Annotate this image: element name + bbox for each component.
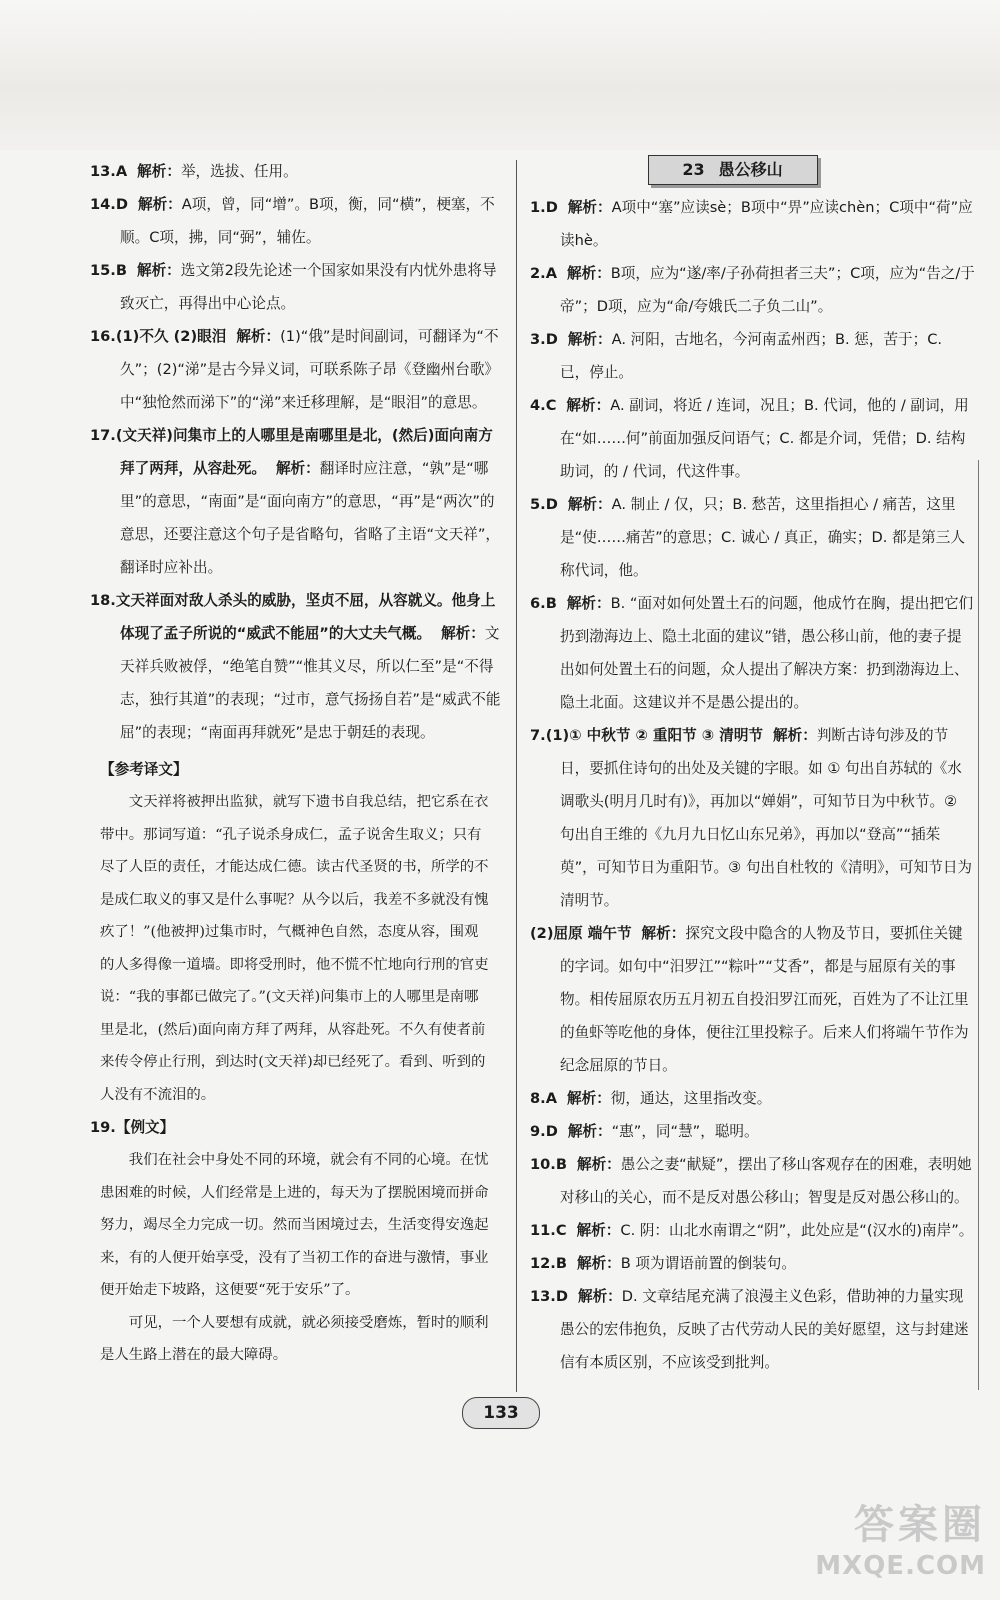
lesson-heading: 23 愚公移山 (648, 155, 818, 185)
answer-entry: 14.D 解析：A项，曾，同“增”。B项，衡，同“横”，梗塞，不顺。C项，拂，同“弼”，辅佐。 (90, 196, 495, 246)
answer-entry: 6.B 解析：B. “面对如何处置土石的问题，他成竹在胸，提出把它们扔到渤海边上、隐土北面的建议”错，愚公移山前，他的妻子提出如何处置土石的问题，众人提出了解决方案：扔到渤海边上、隐土北面。这建议并不是愚公提出的。 (530, 595, 974, 711)
answer-entry: 13.A 解析：举，选拔、任用。 (90, 163, 298, 180)
watermark-logo (796, 1500, 986, 1592)
essay-heading: 19.【例文】 (90, 1119, 175, 1136)
answer-entry: 12.B 解析：B 项为谓语前置的倒装句。 (530, 1255, 796, 1272)
answer-entry: 13.D 解析：D. 文章结尾充满了浪漫主义色彩，借助神的力量实现愚公的宏伟抱负，反映了古代劳动人民的美好愿望，这与封建迷信有本质区别，不应该受到批判。 (530, 1288, 969, 1371)
left-column (90, 155, 502, 1372)
page-number: 133 (462, 1397, 540, 1429)
reference-translation-title: 【参考译文】 (100, 761, 188, 778)
answer-entry: 16.(1)不久 (2)眼泪 解析：(1)“俄”是时间副词，可翻译为“不久”；(2)“涕”是古今异义词，可联系陈子昂《登幽州台歌》中“独怆然而涕下”的“涕”来迁移理解，是“眼泪”的意思。 (90, 328, 500, 411)
answer-entry: 4.C 解析：A. 副词，将近 / 连词，况且；B. 代词，他的 / 副词，用在“如……何”前面加强反问语气；C. 都是介词，凭借；D. 结构助词，的 / 代词，代这件事。 (530, 397, 969, 480)
answer-entry: 2.A 解析：B项，应为“遂/率/子孙荷担者三夫”；C项，应为“告之/于帝”；D项，应为“命/夸娥氏二子负二山”。 (530, 265, 975, 315)
answer-entry: 10.B 解析：愚公之妻“献疑”，摆出了移山客观存在的困难，表明她对移山的关心，而不是反对愚公移山；智叟是反对愚公移山的。 (530, 1156, 972, 1206)
answer-entry: 5.D 解析：A. 制止 / 仅，只；B. 愁苦，这里指担心 / 痛苦，这里是“使……痛苦”的意思；C. 诚心 / 真正，确实；D. 都是第三人称代词，他。 (530, 496, 965, 579)
right-border (978, 460, 979, 1390)
answer-entry: 15.B 解析：选文第2段先论述一个国家如果没有内忧外患将导致灭亡，再得出中心论点。 (90, 262, 497, 312)
essay-paragraph: 我们在社会中身处不同的环境，就会有不同的心境。在忧患困难的时候，人们经常是上进的，每天为了摆脱困境而拼命努力，竭尽全力完成一切。然而当困境过去，生活变得安逸起来，有的人便开始享受，没有了当初工作的奋进与激情，事业便开始走下坡路，这便要“死于安乐”了。 (100, 1152, 489, 1298)
essay-paragraph: 可见，一个人要想有成就，就必须接受磨炼，暂时的顺利是人生路上潜在的最大障碍。 (100, 1314, 489, 1363)
answer-entry: 11.C 解析：C. 阴：山北水南谓之“阴”，此处应是“(汉水的)南岸”。 (530, 1222, 974, 1239)
answer-entry: 8.A 解析：彻，通达，这里指改变。 (530, 1090, 772, 1107)
answer-entry: 18.文天祥面对敌人杀头的威胁，坚贞不屈，从容就义。他身上体现了孟子所说的“威武不能屈”的大丈夫气概。 解析：文天祥兵败被俘，“绝笔自赞”“惟其义尽，所以仁至”是“不得志，独行其道”的表现；“过市，意气扬扬自若”是“威武不能屈”的表现；“南面再拜就死”是忠于朝廷的表现。 (90, 592, 501, 741)
answer-entry: 17.(文天祥)问集市上的人哪里是南哪里是北，(然后)面向南方拜了两拜，从容赴死。 解析：翻译时应注意，“孰”是“哪里”的意思，“南面”是“面向南方”的意思，“再”是“两次”的意思，还要注意这个句子是省略句，省略了主语“文天祥”，翻译时应补出。 (90, 427, 500, 576)
right-column (530, 155, 975, 1379)
answer-entry: 1.D 解析：A项中“塞”应读sè；B项中“畀”应读chèn；C项中“荷”应读hè。 (530, 199, 973, 249)
watermark-text: 答案圈 (854, 1502, 986, 1548)
reference-translation-text: 文天祥将被押出监狱，就写下遗书自我总结，把它系在衣带中。那词写道：“孔子说杀身成仁，孟子说舍生取义；只有尽了人臣的责任，才能达成仁德。读古代圣贤的书，所学的不是成仁取义的事又是什么事呢？从今以后，我差不多就没有愧疚了！”(他被押)过集市时，气概神色自然，态度从容，围观的人多得像一道墙。即将受刑时，他不慌不忙地向行刑的官吏说：“我的事都已做完了。”(文天祥)问集市上的人哪里是南哪里是北，(然后)面向南方拜了两拜，从容赴死。不久有使者前来传令停止行刑，到达时(文天祥)却已经死了。看到、听到的人没有不流泪的。 (100, 794, 489, 1103)
answer-entry: 9.D 解析：“惠”，同“慧”，聪明。 (530, 1123, 759, 1140)
page-top-margin (0, 0, 1000, 150)
watermark-url: MXQE.COM (815, 1551, 986, 1581)
answer-entry: 3.D 解析：A. 河阳，古地名，今河南孟州西；B. 惩，苦于；C. 已，停止。 (530, 331, 943, 381)
answer-entry: 7.(1)① 中秋节 ② 重阳节 ③ 清明节 解析：判断古诗句涉及的节日，要抓住诗句的出处及关键的字眼。如 ① 句出自苏轼的《水调歌头(明月几时有)》，再加以“婵娟”，可知节日为中秋节。② 句出自王维的《九月九日忆山东兄弟》，再加以“登高”“插茱萸”，可知节日为重阳节。③ 句出自杜牧的《清明》，可知节日为清明节。 (530, 727, 973, 909)
answer-entry: (2)屈原 端午节 解析：探究文段中隐含的人物及节日，要抓住关键的字词。如句中“汨罗江”“粽叶”“艾香”，都是与屈原有关的事物。相传屈原农历五月初五自投汨罗江而死，百姓为了不让江里的鱼虾等吃他的身体，便往江里投粽子。后来人们将端午节作为纪念屈原的节日。 (530, 925, 969, 1074)
column-divider (516, 160, 517, 1392)
